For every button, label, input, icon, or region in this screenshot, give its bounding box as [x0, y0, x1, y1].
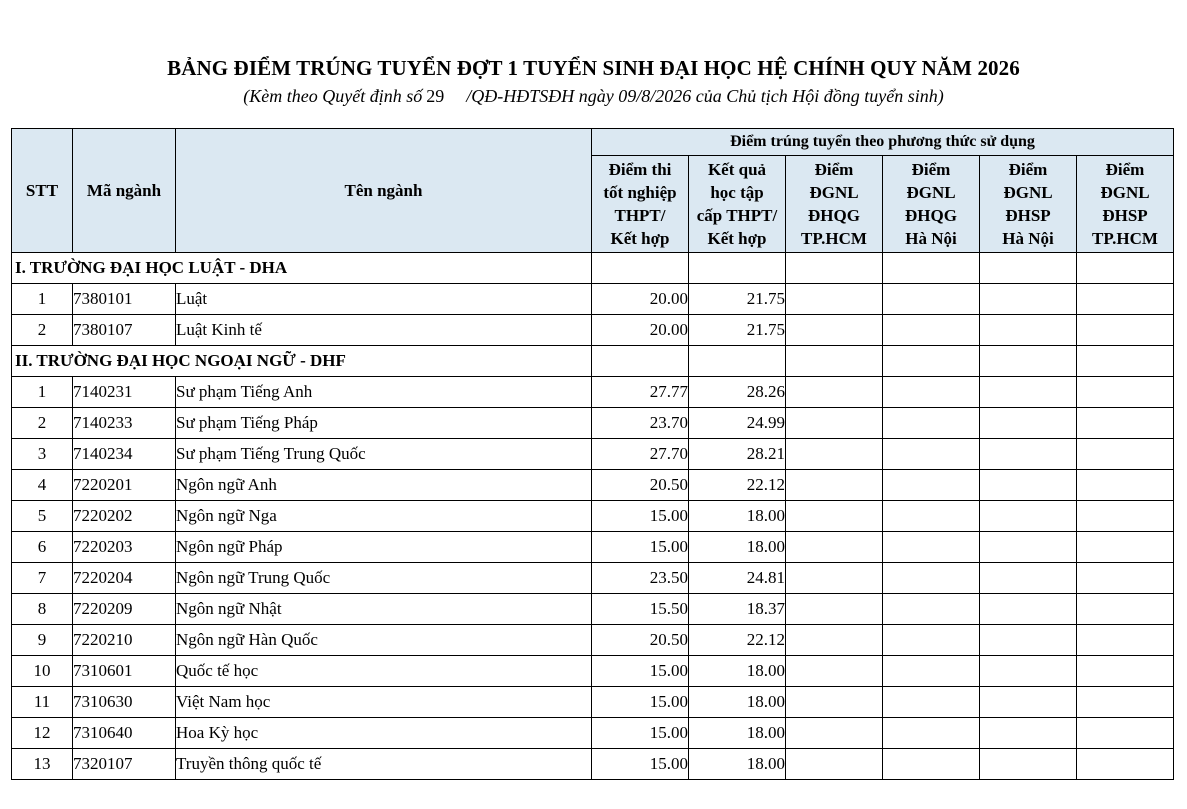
score-hoc-ba-cell: 21.75 [689, 284, 786, 315]
empty-cell [980, 315, 1077, 346]
header-name: Tên ngành [176, 129, 592, 253]
score-thpt-cell: 20.50 [592, 470, 689, 501]
score-thpt-cell: 20.00 [592, 284, 689, 315]
empty-cell [786, 563, 883, 594]
method-header-line: Hà Nội [905, 229, 957, 248]
empty-cell [883, 408, 980, 439]
section-title: I. TRƯỜNG ĐẠI HỌC LUẬT - DHA [12, 253, 592, 284]
table-row [12, 501, 1174, 532]
method-header-line: ĐHSP [1005, 206, 1051, 225]
empty-cell [592, 346, 689, 377]
stt-cell: 3 [12, 439, 73, 470]
decision-number: 29 [426, 86, 445, 106]
empty-cell [786, 532, 883, 563]
header-method-group: Điểm trúng tuyển theo phương thức sử dụng [592, 129, 1174, 156]
stt-cell: 2 [12, 408, 73, 439]
stt-cell: 12 [12, 718, 73, 749]
stt-cell: 8 [12, 594, 73, 625]
major-name-cell: Quốc tế học [176, 656, 592, 687]
empty-cell [689, 346, 786, 377]
major-code-cell: 7140234 [73, 439, 176, 470]
empty-cell [883, 377, 980, 408]
empty-cell [786, 501, 883, 532]
empty-cell [1077, 253, 1174, 284]
empty-cell [883, 656, 980, 687]
method-header-line: Kết quả [707, 160, 767, 179]
empty-cell [883, 284, 980, 315]
score-thpt-cell: 15.00 [592, 749, 689, 780]
empty-cell [786, 315, 883, 346]
empty-cell [1077, 687, 1174, 718]
table-row [12, 563, 1174, 594]
section-row [12, 346, 1174, 377]
empty-cell [980, 718, 1077, 749]
method-header-line: TP.HCM [801, 229, 867, 248]
empty-cell [980, 749, 1077, 780]
method-header-line: ĐHQG [808, 206, 860, 225]
stt-cell: 1 [12, 284, 73, 315]
empty-cell [980, 408, 1077, 439]
empty-cell [883, 718, 980, 749]
method-header-line: Điểm [1105, 160, 1145, 179]
empty-cell [1077, 718, 1174, 749]
empty-cell [883, 346, 980, 377]
header-method-hoc-ba [689, 156, 786, 253]
score-hoc-ba-cell: 22.12 [689, 625, 786, 656]
score-hoc-ba-cell: 28.21 [689, 439, 786, 470]
stt-cell: 9 [12, 625, 73, 656]
stt-cell: 4 [12, 470, 73, 501]
method-header-line: ĐGNL [809, 183, 859, 202]
empty-cell [1077, 594, 1174, 625]
major-name-cell: Ngôn ngữ Nhật [176, 594, 592, 625]
major-code-cell: 7380107 [73, 315, 176, 346]
empty-cell [980, 563, 1077, 594]
method-header-line: ĐGNL [906, 183, 956, 202]
stt-cell: 1 [12, 377, 73, 408]
document-title: BẢNG ĐIỂM TRÚNG TUYỂN ĐỢT 1 TUYỂN SINH ĐẠI HỌC HỆ CHÍNH QUY NĂM 2026 [167, 56, 1020, 80]
major-code-cell: 7310640 [73, 718, 176, 749]
admission-score-table [11, 128, 1174, 780]
score-hoc-ba-cell: 18.00 [689, 718, 786, 749]
stt-cell: 11 [12, 687, 73, 718]
empty-cell [1077, 439, 1174, 470]
empty-cell [1077, 408, 1174, 439]
major-name-cell: Ngôn ngữ Trung Quốc [176, 563, 592, 594]
score-thpt-cell: 20.50 [592, 625, 689, 656]
empty-cell [883, 625, 980, 656]
empty-cell [786, 718, 883, 749]
major-code-cell: 7140231 [73, 377, 176, 408]
empty-cell [592, 253, 689, 284]
document-subtitle [0, 86, 1187, 107]
empty-cell [786, 625, 883, 656]
empty-cell [883, 253, 980, 284]
empty-cell [980, 532, 1077, 563]
score-thpt-cell: 20.00 [592, 315, 689, 346]
major-code-cell: 7320107 [73, 749, 176, 780]
score-thpt-cell: 15.00 [592, 687, 689, 718]
table-row [12, 625, 1174, 656]
score-hoc-ba-cell: 18.00 [689, 687, 786, 718]
table-row [12, 594, 1174, 625]
score-thpt-cell: 27.70 [592, 439, 689, 470]
empty-cell [883, 563, 980, 594]
empty-cell [1077, 532, 1174, 563]
method-header-line: Điểm thi [608, 160, 672, 179]
stt-cell: 2 [12, 315, 73, 346]
empty-cell [786, 284, 883, 315]
header-method-dgnl-dhqg-hn [883, 156, 980, 253]
method-header-line: THPT/ [614, 206, 666, 225]
method-header-line: Hà Nội [1002, 229, 1054, 248]
major-code-cell: 7310601 [73, 656, 176, 687]
major-name-cell: Luật Kinh tế [176, 315, 592, 346]
stt-cell: 13 [12, 749, 73, 780]
empty-cell [1077, 625, 1174, 656]
method-header-line: ĐGNL [1003, 183, 1053, 202]
empty-cell [883, 687, 980, 718]
empty-cell [883, 315, 980, 346]
empty-cell [980, 470, 1077, 501]
empty-cell [1077, 470, 1174, 501]
empty-cell [980, 625, 1077, 656]
empty-cell [980, 656, 1077, 687]
major-code-cell: 7140233 [73, 408, 176, 439]
score-thpt-cell: 23.50 [592, 563, 689, 594]
empty-cell [786, 749, 883, 780]
score-thpt-cell: 15.50 [592, 594, 689, 625]
stt-cell: 5 [12, 501, 73, 532]
method-header-line: ĐHQG [905, 206, 957, 225]
major-name-cell: Luật [176, 284, 592, 315]
score-hoc-ba-cell: 22.12 [689, 470, 786, 501]
empty-cell [980, 594, 1077, 625]
method-header-line: học tập [710, 183, 764, 202]
score-hoc-ba-cell: 18.00 [689, 501, 786, 532]
major-code-cell: 7220203 [73, 532, 176, 563]
score-hoc-ba-cell: 18.00 [689, 532, 786, 563]
empty-cell [1077, 563, 1174, 594]
method-header-line: Điểm [814, 160, 854, 179]
empty-cell [883, 594, 980, 625]
empty-cell [1077, 501, 1174, 532]
empty-cell [786, 594, 883, 625]
empty-cell [1077, 656, 1174, 687]
header-method-dgnl-dhqg-hcm [786, 156, 883, 253]
major-code-cell: 7220201 [73, 470, 176, 501]
method-header-line: Kết hợp [610, 229, 670, 248]
major-code-cell: 7220209 [73, 594, 176, 625]
major-name-cell: Hoa Kỳ học [176, 718, 592, 749]
major-name-cell: Truyền thông quốc tế [176, 749, 592, 780]
score-hoc-ba-cell: 18.00 [689, 656, 786, 687]
major-name-cell: Ngôn ngữ Nga [176, 501, 592, 532]
empty-cell [883, 501, 980, 532]
stt-cell: 10 [12, 656, 73, 687]
table-row [12, 718, 1174, 749]
method-header-line: cấp THPT/ [696, 206, 778, 225]
header-method-thpt [592, 156, 689, 253]
empty-cell [1077, 377, 1174, 408]
major-name-cell: Ngôn ngữ Pháp [176, 532, 592, 563]
major-code-cell: 7380101 [73, 284, 176, 315]
method-header-line: Điểm [911, 160, 951, 179]
method-header-line: Điểm [1008, 160, 1048, 179]
table-row [12, 284, 1174, 315]
empty-cell [786, 377, 883, 408]
method-header-line: ĐHSP [1102, 206, 1148, 225]
table-row [12, 687, 1174, 718]
empty-cell [883, 470, 980, 501]
major-code-cell: 7220202 [73, 501, 176, 532]
header-method-dgnl-dhsp-hn [980, 156, 1077, 253]
score-thpt-cell: 15.00 [592, 718, 689, 749]
major-name-cell: Ngôn ngữ Anh [176, 470, 592, 501]
empty-cell [689, 253, 786, 284]
subtitle-prefix: (Kèm theo Quyết định số [243, 86, 423, 106]
empty-cell [980, 377, 1077, 408]
empty-cell [786, 687, 883, 718]
empty-cell [980, 439, 1077, 470]
empty-cell [980, 346, 1077, 377]
method-header-line: TP.HCM [1092, 229, 1158, 248]
stt-cell: 6 [12, 532, 73, 563]
empty-cell [1077, 346, 1174, 377]
table-row [12, 749, 1174, 780]
section-row [12, 253, 1174, 284]
score-hoc-ba-cell: 28.26 [689, 377, 786, 408]
empty-cell [980, 501, 1077, 532]
major-name-cell: Sư phạm Tiếng Anh [176, 377, 592, 408]
empty-cell [980, 687, 1077, 718]
major-name-cell: Ngôn ngữ Hàn Quốc [176, 625, 592, 656]
major-name-cell: Sư phạm Tiếng Trung Quốc [176, 439, 592, 470]
score-thpt-cell: 27.77 [592, 377, 689, 408]
score-thpt-cell: 15.00 [592, 501, 689, 532]
major-name-cell: Việt Nam học [176, 687, 592, 718]
header-stt: STT [12, 129, 73, 253]
stt-cell: 7 [12, 563, 73, 594]
empty-cell [786, 408, 883, 439]
empty-cell [1077, 749, 1174, 780]
table-row [12, 315, 1174, 346]
empty-cell [786, 439, 883, 470]
empty-cell [786, 656, 883, 687]
major-code-cell: 7220204 [73, 563, 176, 594]
empty-cell [1077, 315, 1174, 346]
empty-cell [1077, 284, 1174, 315]
empty-cell [980, 284, 1077, 315]
score-hoc-ba-cell: 21.75 [689, 315, 786, 346]
table-row [12, 470, 1174, 501]
major-name-cell: Sư phạm Tiếng Pháp [176, 408, 592, 439]
empty-cell [883, 749, 980, 780]
score-hoc-ba-cell: 18.37 [689, 594, 786, 625]
score-hoc-ba-cell: 18.00 [689, 749, 786, 780]
major-code-cell: 7310630 [73, 687, 176, 718]
score-thpt-cell: 23.70 [592, 408, 689, 439]
header-code: Mã ngành [73, 129, 176, 253]
table-row [12, 439, 1174, 470]
section-title: II. TRƯỜNG ĐẠI HỌC NGOẠI NGỮ - DHF [12, 346, 592, 377]
empty-cell [786, 253, 883, 284]
method-header-line: Kết hợp [707, 229, 767, 248]
table-row [12, 377, 1174, 408]
method-header-line: ĐGNL [1100, 183, 1150, 202]
method-header-line: tốt nghiệp [603, 183, 677, 202]
score-thpt-cell: 15.00 [592, 656, 689, 687]
table-row [12, 656, 1174, 687]
score-hoc-ba-cell: 24.81 [689, 563, 786, 594]
empty-cell [883, 532, 980, 563]
table-row [12, 408, 1174, 439]
empty-cell [883, 439, 980, 470]
subtitle-suffix: /QĐ-HĐTSĐH ngày 09/8/2026 của Chủ tịch Hội đồng tuyển sinh) [466, 86, 944, 106]
header-method-dgnl-dhsp-hcm [1077, 156, 1174, 253]
score-thpt-cell: 15.00 [592, 532, 689, 563]
empty-cell [786, 346, 883, 377]
empty-cell [980, 253, 1077, 284]
major-code-cell: 7220210 [73, 625, 176, 656]
table-row [12, 532, 1174, 563]
score-hoc-ba-cell: 24.99 [689, 408, 786, 439]
empty-cell [786, 470, 883, 501]
